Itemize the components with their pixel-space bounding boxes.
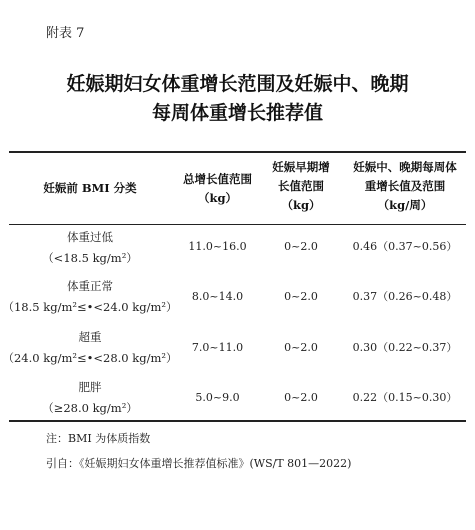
row-obese-category: 肥胖 （≥28.0 kg/m²） [42, 380, 138, 415]
row-overweight-total: 7.0~11.0 [191, 341, 244, 354]
table-top-rule [9, 151, 466, 153]
row-obese-total: 5.0~9.0 [195, 391, 240, 404]
appendix-label: 附表 7 [46, 26, 85, 41]
table-header-rule [9, 224, 466, 225]
row-overweight-early: 0~2.0 [284, 341, 318, 354]
table-bottom-rule [9, 420, 466, 422]
row-obese-early: 0~2.0 [284, 391, 318, 404]
row-overweight-category: 超重 （24.0 kg/m²≤•<28.0 kg/m²） [2, 330, 178, 365]
header-weekly-gain: 妊娠中、晚期每周体 重增长值及范围 （kg/周） [353, 160, 457, 212]
row-overweight-weekly: 0.30（0.22~0.37） [352, 341, 458, 354]
header-bmi-category: 妊娠前 BMI 分类 [43, 181, 137, 195]
row-normal-weekly: 0.37（0.26~0.48） [352, 290, 458, 303]
row-underweight-weekly: 0.46（0.37~0.56） [352, 240, 458, 253]
row-normal-total: 8.0~14.0 [191, 290, 244, 303]
header-total-gain: 总增长值范围 （kg） [183, 172, 252, 205]
row-underweight-early: 0~2.0 [284, 240, 318, 253]
row-normal-early: 0~2.0 [284, 290, 318, 303]
row-obese-weekly: 0.22（0.15~0.30） [352, 391, 458, 404]
citation: 引自：《妊娠期妇女体重增长推荐值标准》(WS/T 801—2022) [46, 457, 352, 470]
row-normal-category: 体重正常 （18.5 kg/m²≤•<24.0 kg/m²） [2, 279, 178, 314]
title-line-2: 每周体重增长推荐值 [151, 102, 323, 124]
title-line-1: 妊娠期妇女体重增长范围及妊娠中、晚期 [66, 73, 409, 95]
table-note: 注：BMI 为体质指数 [46, 432, 151, 445]
header-early-gain: 妊娠早期增 长值范围 （kg） [272, 160, 330, 212]
row-underweight-total: 11.0~16.0 [188, 240, 247, 253]
row-underweight-category: 体重过低 （<18.5 kg/m²） [42, 230, 138, 265]
page-title [0, 70, 475, 128]
